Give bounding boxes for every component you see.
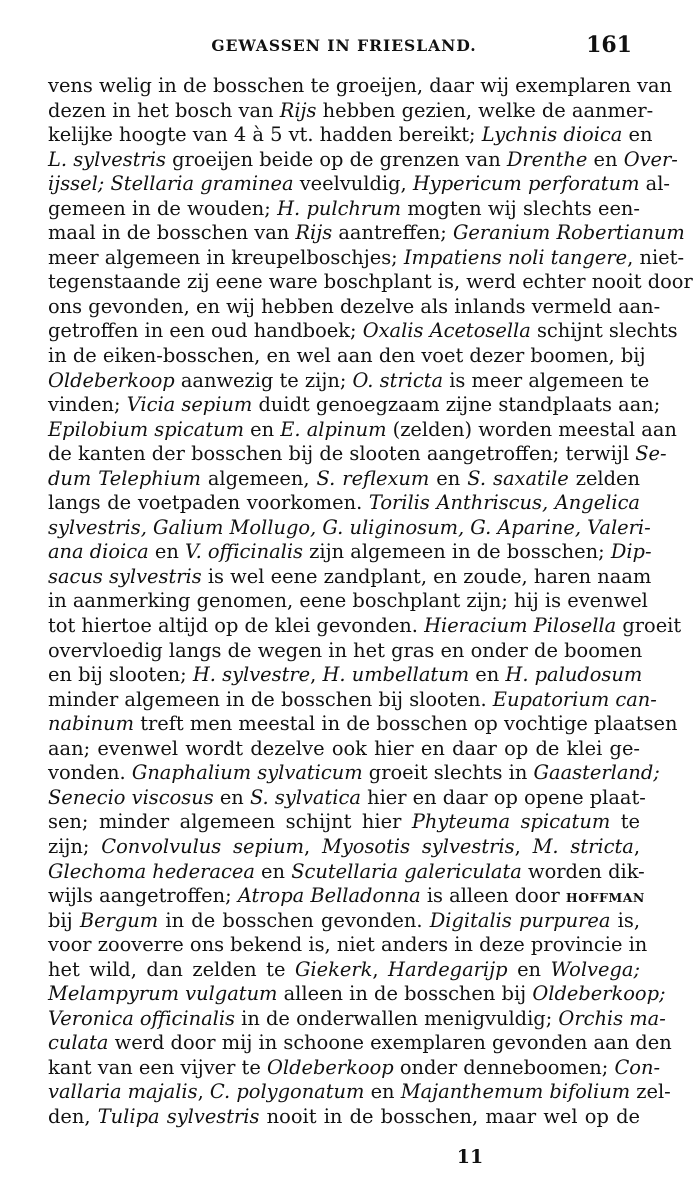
text-run: , <box>197 1080 210 1104</box>
text-run: het wild, dan zelden te <box>48 957 295 981</box>
text-run: algemeen, <box>200 466 317 490</box>
running-title: GEWASSEN IN FRIESLAND. <box>211 36 477 55</box>
text-run: mogten wij slechts een- <box>401 196 640 220</box>
italic-text: Oxalis Acetosella <box>362 319 531 343</box>
text-run: hier en daar op opene plaat- <box>360 785 646 809</box>
text-line <box>48 1105 640 1130</box>
small-caps-name: HOFFMAN <box>565 890 645 906</box>
text-run: bij <box>48 908 80 932</box>
italic-text: Majanthemum bifolium <box>400 1080 631 1104</box>
text-line <box>48 638 643 664</box>
italic-text: V. officinalis <box>184 540 304 564</box>
text-run: dezen in het bosch van <box>48 98 280 122</box>
text-line <box>48 319 678 344</box>
text-run: en <box>507 957 551 981</box>
text-run: zel- <box>630 1080 671 1104</box>
italic-text: Drenthe <box>506 147 588 171</box>
text-run: in de onderwallen menigvuldig; <box>235 1006 559 1030</box>
italic-text: S. sylvatica <box>249 785 361 809</box>
italic-text: Impatiens noli tangere <box>403 245 628 269</box>
text-run: in aanmerking genomen, eene boschplant zijn; hij is evenwel <box>48 589 648 613</box>
italic-text: E. alpinum <box>280 417 387 441</box>
text-line <box>48 197 640 222</box>
text-run: gemeen in de wouden; <box>48 196 278 220</box>
text-line <box>48 909 640 934</box>
italic-text: ana dioica <box>48 540 149 564</box>
italic-text: vallaria majalis <box>48 1080 198 1104</box>
text-run: wijls aangetroffen; <box>48 884 238 908</box>
italic-text: Atropa Belladonna <box>237 884 421 908</box>
text-run: getroffen in een oud handboek; <box>48 319 363 343</box>
text-run: duidt genoegzaam zijne standplaats aan; <box>252 393 661 417</box>
text-run: , <box>303 834 322 858</box>
italic-text: sylvestris, Galium Mollugo, G. uliginosum, G. Aparine, Valeri- <box>48 515 651 539</box>
text-run: minder algemeen in de bosschen bij slooten. <box>48 687 493 711</box>
italic-text: Gaasterland; <box>533 761 660 785</box>
italic-text: Hieracium Pilosella <box>424 614 617 638</box>
running-head <box>48 34 640 58</box>
text-run: alleen in de bosschen bij <box>277 982 533 1006</box>
text-run: vonden. <box>48 761 132 785</box>
text-line <box>48 761 660 786</box>
text-line <box>48 515 651 541</box>
text-run: overvloedig langs de wegen in het gras en onder de boomen <box>48 638 643 662</box>
text-line <box>48 1080 671 1105</box>
text-run: al- <box>639 172 670 196</box>
text-run: ons gevonden, en wij hebben dezelve als inlands vermeld aan- <box>48 294 661 318</box>
text-line <box>48 98 654 124</box>
italic-text: Con- <box>614 1055 661 1079</box>
text-run: tegenstaande zij eene ware boschplant is, werd echter nooit door <box>48 270 693 294</box>
text-run: en <box>622 123 653 147</box>
italic-text: ijssel; Stellaria graminea <box>48 172 294 196</box>
italic-text: L. sylvestris <box>48 147 166 171</box>
text-line <box>48 933 648 958</box>
italic-text: H. pulchrum <box>277 196 402 220</box>
text-run: worden dik- <box>521 859 645 883</box>
text-run: groeit slechts in <box>362 761 534 785</box>
text-run: de kanten der bosschen bij de slooten aangetroffen; terwijl <box>48 442 636 466</box>
text-run: en <box>213 785 250 809</box>
text-line <box>48 393 661 418</box>
text-run: en <box>587 147 624 171</box>
italic-text: Vicia sepium <box>126 393 253 417</box>
text-run: en <box>148 540 185 564</box>
text-run: nooit in de bosschen, maar wel op de <box>259 1104 640 1128</box>
italic-text: Phyteuma spicatum <box>411 810 611 834</box>
italic-text: O. stricta <box>352 368 444 392</box>
text-line <box>48 1031 672 1056</box>
page-number: 161 <box>586 32 632 58</box>
italic-text: Senecio viscosus <box>48 785 214 809</box>
text-run: vens welig in de bosschen te groeijen, daar wij exemplaren van <box>48 74 673 97</box>
text-line <box>48 785 646 811</box>
text-line <box>48 835 640 860</box>
text-run: meer algemeen in kreupelboschjes; <box>48 245 404 269</box>
italic-text: nabinum <box>48 712 135 736</box>
body-text <box>48 74 693 1130</box>
text-line <box>48 982 666 1007</box>
text-line <box>48 123 653 148</box>
text-run: groeijen beide op de grenzen van <box>165 147 507 171</box>
italic-text: Epilobium spicatum <box>48 417 244 441</box>
text-run: veelvuldig, <box>293 172 413 196</box>
italic-text: Hypericum perforatum <box>412 172 640 196</box>
text-line <box>48 417 677 443</box>
italic-text: Gnaphalium sylvaticum <box>131 761 363 785</box>
text-run: is, <box>610 908 640 932</box>
italic-text: H. paludosum <box>505 663 643 687</box>
text-line <box>48 712 678 737</box>
text-line <box>48 245 684 271</box>
text-run: te <box>610 810 640 834</box>
italic-text: Orchis ma- <box>558 1006 666 1030</box>
text-run: hebben gezien, welke de aanmer- <box>316 98 654 122</box>
text-run: , <box>310 663 323 687</box>
italic-text: Tulipa sylvestris <box>97 1104 260 1128</box>
text-run: aan; evenwel wordt dezelve ook hier en daar op de klei ge- <box>48 736 640 760</box>
italic-text: dum Telephium <box>48 466 201 490</box>
text-run: vinden; <box>48 393 127 417</box>
italic-text: Oldeberkoop; <box>532 982 666 1006</box>
text-run: (zelden) worden meestal aan <box>386 417 677 441</box>
italic-text: Dip- <box>610 540 652 564</box>
text-run: en <box>429 466 468 490</box>
text-line <box>48 467 640 492</box>
text-run: treft men meestal in de bosschen op vochtige plaatsen <box>134 712 678 736</box>
text-line <box>48 147 678 173</box>
text-line <box>48 221 685 246</box>
text-run: kelijke hoogte van 4 à 5 vt. hadden bereikt; <box>48 123 482 147</box>
text-run: , <box>372 957 389 981</box>
italic-text: Hardegarijp <box>388 957 508 981</box>
italic-text: Melampyrum vulgatum <box>48 982 278 1006</box>
text-line <box>48 1006 666 1032</box>
italic-text: Wolvega; <box>550 957 640 981</box>
italic-text: Se- <box>635 442 667 466</box>
text-run: schijnt slechts <box>530 319 678 343</box>
text-run: is wel eene zandplant, en zoude, haren naam <box>201 564 652 588</box>
text-line <box>48 540 652 565</box>
text-run: kant van een vijver te <box>48 1055 267 1079</box>
text-line <box>48 368 650 394</box>
italic-text: Lychnis dioica <box>481 123 623 147</box>
text-run: , <box>514 834 533 858</box>
text-run: , <box>633 834 641 858</box>
text-line <box>48 810 640 835</box>
text-line <box>48 270 693 295</box>
text-line <box>48 344 646 369</box>
italic-text: S. saxatile <box>467 466 569 490</box>
text-run: in de eiken-bosschen, en wel aan den voet dezer boomen, bij <box>48 344 646 368</box>
text-line <box>48 74 673 99</box>
italic-text: Torilis Anthriscus, Angelica <box>368 491 640 515</box>
text-line <box>48 172 670 197</box>
text-run: voor zooverre ons bekend is, niet anders in deze provincie in <box>48 933 648 957</box>
italic-text: Rijs <box>279 98 317 122</box>
italic-text: sacus sylvestris <box>48 564 202 588</box>
italic-text: Giekerk <box>294 957 373 981</box>
text-line <box>48 859 645 885</box>
text-run: aanwezig te zijn; <box>174 368 353 392</box>
italic-text: Bergum <box>79 908 159 932</box>
signature-mark: 11 <box>456 1146 484 1168</box>
text-run: en bij slooten; <box>48 663 193 687</box>
text-run: zijn algemeen in de bosschen; <box>303 540 611 564</box>
italic-text: Convolvulus sepium <box>101 834 304 858</box>
text-run: maal in de bosschen van <box>48 221 296 245</box>
text-line <box>48 687 657 713</box>
italic-text: S. reflexum <box>316 466 430 490</box>
italic-text: Over- <box>623 147 678 171</box>
text-run: is meer algemeen te <box>443 368 650 392</box>
text-line <box>48 1055 661 1081</box>
italic-text: M. stricta <box>532 834 634 858</box>
italic-text: H. sylvestre <box>192 663 311 687</box>
italic-text: Oldeberkoop <box>48 368 175 392</box>
text-line <box>48 663 643 688</box>
text-run: in de bosschen gevonden. <box>158 908 430 932</box>
text-run: aantreffen; <box>332 221 453 245</box>
italic-text: Eupatorium can- <box>492 687 657 711</box>
text-run: sen; minder algemeen schijnt hier <box>48 810 412 834</box>
text-line <box>48 294 661 320</box>
text-run: werd door mij in schoone exemplaren gevonden aan den <box>108 1031 672 1055</box>
text-run: zelden <box>568 466 640 490</box>
text-line <box>48 737 640 762</box>
italic-text: H. umbellatum <box>322 663 470 687</box>
text-line <box>48 614 682 639</box>
italic-text: Digitalis purpurea <box>429 908 611 932</box>
text-line <box>48 442 667 467</box>
italic-text: Myosotis sylvestris <box>321 834 515 858</box>
text-line <box>48 884 645 909</box>
text-run: , niet- <box>627 245 684 269</box>
italic-text: Scutellaria galericulata <box>291 859 522 883</box>
italic-text: C. polygonatum <box>209 1080 365 1104</box>
italic-text: Rijs <box>295 221 333 245</box>
text-line <box>48 491 640 516</box>
text-run: en <box>254 859 292 883</box>
text-line <box>48 589 648 614</box>
italic-text: Geranium Robertianum <box>452 221 685 245</box>
text-run: langs de voetpaden voorkomen. <box>48 491 369 515</box>
text-line <box>48 958 640 983</box>
text-run: groeit <box>616 614 682 638</box>
text-run: den, <box>48 1104 98 1128</box>
text-run: en <box>469 663 506 687</box>
text-run: en <box>364 1080 401 1104</box>
italic-text: culata <box>48 1031 109 1055</box>
text-run: en <box>243 417 281 441</box>
text-line <box>48 564 652 590</box>
text-run: zijn; <box>48 834 102 858</box>
text-run: onder denneboomen; <box>393 1055 615 1079</box>
text-run: is alleen door <box>420 884 566 908</box>
italic-text: Veronica officinalis <box>48 1006 235 1030</box>
italic-text: Glechoma hederacea <box>48 859 255 883</box>
text-run: tot hiertoe altijd op de klei gevonden. <box>48 614 425 638</box>
italic-text: Oldeberkoop <box>267 1055 394 1079</box>
